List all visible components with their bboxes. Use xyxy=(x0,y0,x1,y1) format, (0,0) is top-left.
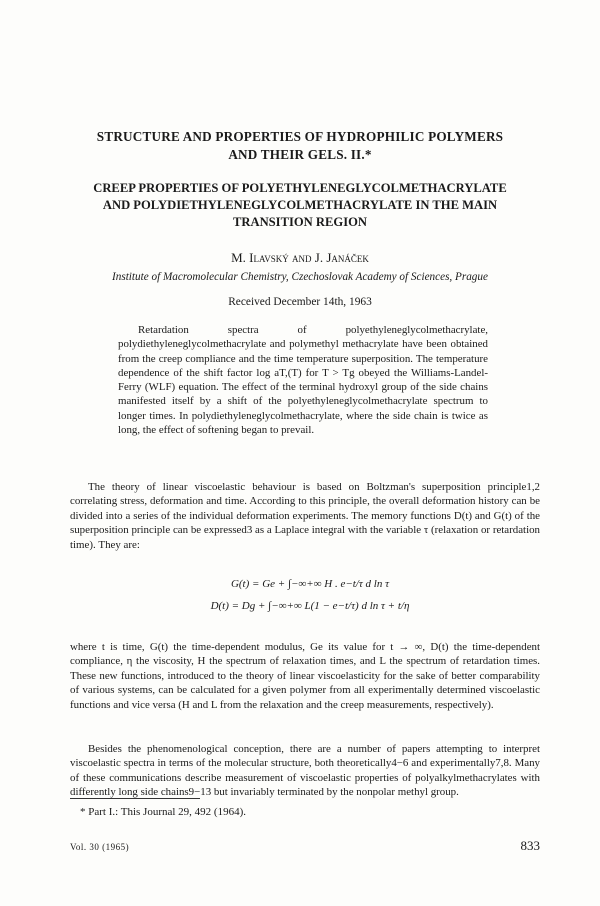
authors: M. Ilavský and J. Janáček xyxy=(231,250,369,265)
definitions-section xyxy=(70,640,540,712)
volume-label: Vol. 30 (1965) xyxy=(70,842,130,852)
paper-title-line-2: AND POLYDIETHYLENEGLYCOLMETHACRYLATE IN THE MAIN xyxy=(102,198,498,212)
paper-title-line-3: TRANSITION REGION xyxy=(232,215,367,229)
equation-creep-compliance: D(t) = Dg + ∫−∞+∞ L(1 − e−t/τ) d ln τ + t/η xyxy=(210,600,410,612)
equation-relaxation-modulus: G(t) = Ge + ∫−∞+∞ H . e−t/τ d ln τ xyxy=(230,578,390,590)
abstract xyxy=(118,323,488,437)
intro-paragraph: The theory of linear viscoelastic behaviour is based on Boltzman's superposition principle1,2 correlating stress, deformation and time. According to this principle, the overall deformation history can be divided into a series of the individual deformation experiments. The memory functions D(t) and G(t) of the superposition principle can be expressed3 as a Laplace integral with the variable τ (relaxation or retardation time). They are: xyxy=(70,481,540,551)
affiliation: Institute of Macromolecular Chemistry, Czechoslovak Academy of Sciences, Prague xyxy=(112,271,488,283)
molecular-paragraph: Besides the phenomenological conception, there are a number of papers attempting to interpret viscoelastic spectra in terms of the molecular structure, both theoretically4−6 and experimentally7,8. Many of these communications describe measurement of viscoelastic properties of polyalkylmethacrylates with differently long side chains9−13 but invariably terminated by the nonpolar methyl group. xyxy=(70,743,540,799)
series-title-line-1: STRUCTURE AND PROPERTIES OF HYDROPHILIC POLYMERS xyxy=(96,129,504,144)
paper-title-line-1: CREEP PROPERTIES OF POLYETHYLENEGLYCOLMETHACRYLATE xyxy=(93,181,507,195)
footnote-divider xyxy=(70,798,200,799)
received-date: Received December 14th, 1963 xyxy=(228,296,372,308)
footnote: * Part I.: This Journal 29, 492 (1964). xyxy=(80,806,247,818)
molecular-section xyxy=(70,742,540,800)
series-title xyxy=(60,128,540,164)
intro-section xyxy=(70,480,540,552)
series-title-line-2: AND THEIR GELS. II.* xyxy=(228,147,372,162)
abstract-text: Retardation spectra of polyethyleneglycolmethacrylate, polydiethyleneglycolmethacrylate and polymethyl methacrylate have been obtained from the creep compliance and the time temperature superposition. The temperature dependence of the shift factor log aT,(T) for T > Tg obeyed the Williams-Landel-Ferry (WLF) equation. The effect of the terminal hydroxyl group of the side chains manifested itself by a shift of the polyethyleneglycolmethacrylate spectrum to longer times. In polydiethyleneglycolmethacrylate, where the side chain is twice as long, the effect of softening began to prevail. xyxy=(118,324,488,437)
page-number: 833 xyxy=(520,838,540,853)
paper-title xyxy=(50,180,550,231)
definitions-paragraph: where t is time, G(t) the time-dependent modulus, Ge its value for t → ∞, D(t) the time-dependent compliance, η the viscosity, H the spectrum of relaxation times, and L the spectrum of retardation times. These new functions, introduced to the theory of linear viscoelasticity for the sake of better comparability of various systems, can be calculated for a given polymer from all experimentally determined viscoelastic functions and vice versa (H and L from the relaxation and the creep measurements, respectively). xyxy=(70,641,540,711)
